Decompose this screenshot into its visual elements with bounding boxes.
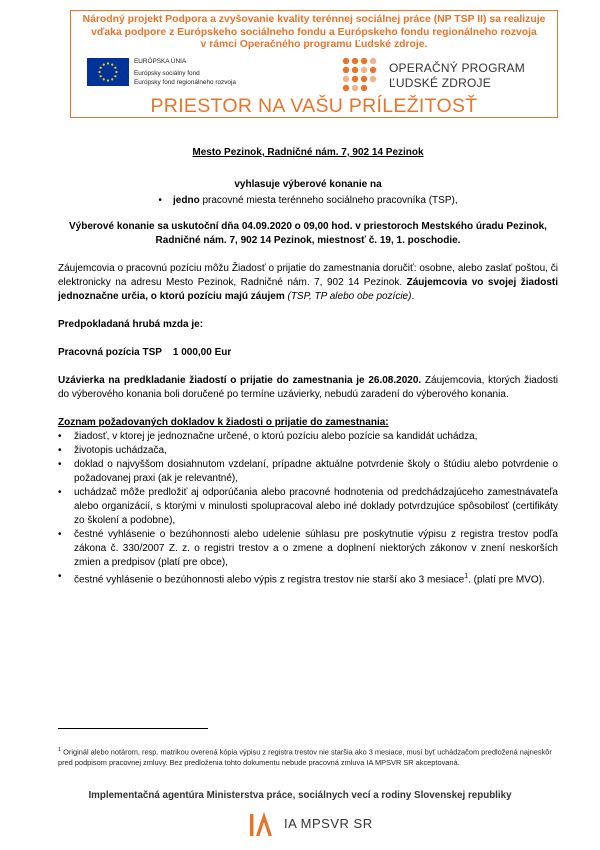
project-line-2: vďaka podpore z Európskeho sociálneho fondu a Európskeho fondu regionálneho rozvoja	[91, 26, 537, 38]
eu-star-icon	[107, 79, 109, 81]
agency-name: Implementačná agentúra Ministerstva práce, sociálnych vecí a rodiny Slovenskej republiky	[88, 790, 512, 801]
eu-star-icon	[103, 64, 105, 66]
eu-star-icon	[100, 75, 102, 77]
eu-star-icon	[100, 67, 102, 69]
list-item: • čestné vyhlásenie o bezúhonnosti alebo udelenie súhlasu pre poskytnutie výpisu z registra trestov podľa zákona č. 330/2007 Z. z. o registri trestov a o zmene a doplnení niektorých zákonov v znení neskorších zmien a predpisov (platí pre obce),	[58, 528, 558, 570]
list-item	[58, 570, 558, 587]
footnote	[58, 745, 558, 768]
list-item: • žiadosť, v ktorej je jednoznačne určené, o ktorú pozíciu alebo pozície sa kandidát uchádza,	[58, 430, 558, 444]
position-count: jedno	[173, 195, 200, 206]
last-item-text: čestné vyhlásenie o bezúhonnosti alebo výpis z registra trestov nie starší ako 3 mesiace	[74, 574, 465, 586]
venue-info: Výberové konanie sa uskutoční dňa 04.09.2020 o 09,00 hod. v priestoroch Mestského úradu Pezinok, Radničné nám. 7, 902 14 Pezinok, miestnosť č. 19, 1. poschodie.	[69, 221, 547, 246]
project-statement	[71, 14, 557, 52]
apply-text: Záujemcovia o pracovnú pozíciu môžu Žiadosť o prijatie do zamestnania doručiť: osobne, alebo zaslať poštou, či elektronicky na adresu Mesto Pezinok, Radničné nám. 7, 902 14 Pezinok.	[58, 263, 558, 288]
op-program-text	[389, 61, 525, 91]
eu-flag-icon	[87, 58, 129, 86]
document-body	[58, 146, 558, 587]
position-line	[58, 194, 558, 208]
eu-star-icon	[103, 78, 105, 80]
eu-star-icon	[111, 64, 113, 66]
footnote-mark: 1	[58, 747, 62, 753]
eu-star-icon	[114, 67, 116, 69]
deadline-info	[58, 374, 558, 402]
eu-funds-text	[134, 57, 236, 87]
list-item: • doklad o najvyššom dosiahnutom vzdelaní, prípadne aktuálne potvrdenie školy o štúdiu alebo potvrdenie o požadovanej praxi (ak je relevantné),	[58, 458, 558, 486]
eu-star-icon	[107, 62, 109, 64]
eu-fund-regional: Európsky fond regionálneho rozvoja	[134, 79, 236, 86]
ia-logo-icon	[246, 808, 276, 840]
list-item: • uchádzač môže predložiť aj odporúčania alebo pracovné hodnotenia od predchádzajúceho zamestnávateľa alebo organizácií, s ktorými v minulosti spolupracoval alebo iné doklady potvrdzujúce spôsobilosť (certifikáty zo školení a podobne),	[58, 486, 558, 528]
salary-line: Pracovná pozícia TSP 1 000,00 Eur	[58, 347, 232, 358]
eu-label: EURÓPSKA ÚNIA	[134, 58, 187, 65]
ia-logo-text: IA MPSVR SR	[284, 816, 373, 831]
project-line-1: Národný projekt Podpora a zvyšovanie kvality terénnej sociálnej práce (NP TSP II) sa realizuje	[82, 14, 546, 25]
slogan: PRIESTOR NA VAŠU PRÍLEŽITOSŤ	[150, 95, 478, 117]
footnote-divider	[58, 728, 208, 729]
deadline-bold: Uzávierka na predkladanie žiadostí o prijatie do zamestnania je 26.08.2020.	[58, 375, 422, 386]
project-banner	[70, 10, 558, 118]
documents-heading: Zoznam požadovaných dokladov k žiadosti o prijatie do zamestnania:	[58, 417, 389, 428]
announcement: vyhlasuje výberové konanie na	[234, 179, 382, 190]
op-line-1: OPERAČNÝ PROGRAM	[389, 61, 525, 75]
eu-fund-social: Európsky sociálny fond	[134, 70, 200, 77]
deadline-rest: Záujemcovia, ktorých žiadosti do výberového konania boli doručené po termíne uzávierky, nebudú zaradení do výberového konania.	[58, 375, 558, 400]
op-line-2: ĽUDSKÉ ZDROJE	[389, 76, 491, 90]
apply-end: .	[411, 291, 415, 302]
employer-address: Mesto Pezinok, Radničné nám. 7, 902 14 Pezinok	[192, 147, 424, 158]
list-item: • životopis uchádzača,	[58, 444, 558, 458]
eu-star-icon	[114, 75, 116, 77]
project-line-3: v rámci Operačného programu Ľudské zdroje.	[200, 39, 428, 51]
position-description: pracovné miesta terénneho sociálneho pracovníka (TSP),	[199, 195, 458, 206]
application-info	[58, 262, 558, 304]
salary-heading: Predpokladaná hrubá mzda je:	[58, 319, 204, 330]
footnote-text: Originál alebo notárom, resp. matrikou overená kópia výpisu z registra trestov nie staršia ako 3 mesiace, musí byť uchádzačom predložená najneskôr pred podpisom pracovnej zmluvy. Bez predloženia tohto dokumentu nebude pracovná zmluva IA MPSVR SR akceptovaná.	[58, 747, 552, 767]
op-dots-logo-icon	[341, 56, 385, 96]
last-item-end: . (platí pre MVO).	[468, 574, 545, 586]
bullet-icon: •	[158, 195, 162, 206]
apply-bold: Záujemcovia vo svojej žiadosti jednoznačne určia, o ktorú pozíciu majú záujem	[58, 277, 558, 302]
footnote-ref: 1	[464, 573, 469, 580]
apply-italic: (TSP, TP alebo obe pozície)	[284, 291, 412, 302]
eu-star-icon	[115, 71, 117, 73]
eu-star-icon	[111, 78, 113, 80]
documents-list	[58, 430, 558, 587]
eu-star-icon	[98, 71, 100, 73]
